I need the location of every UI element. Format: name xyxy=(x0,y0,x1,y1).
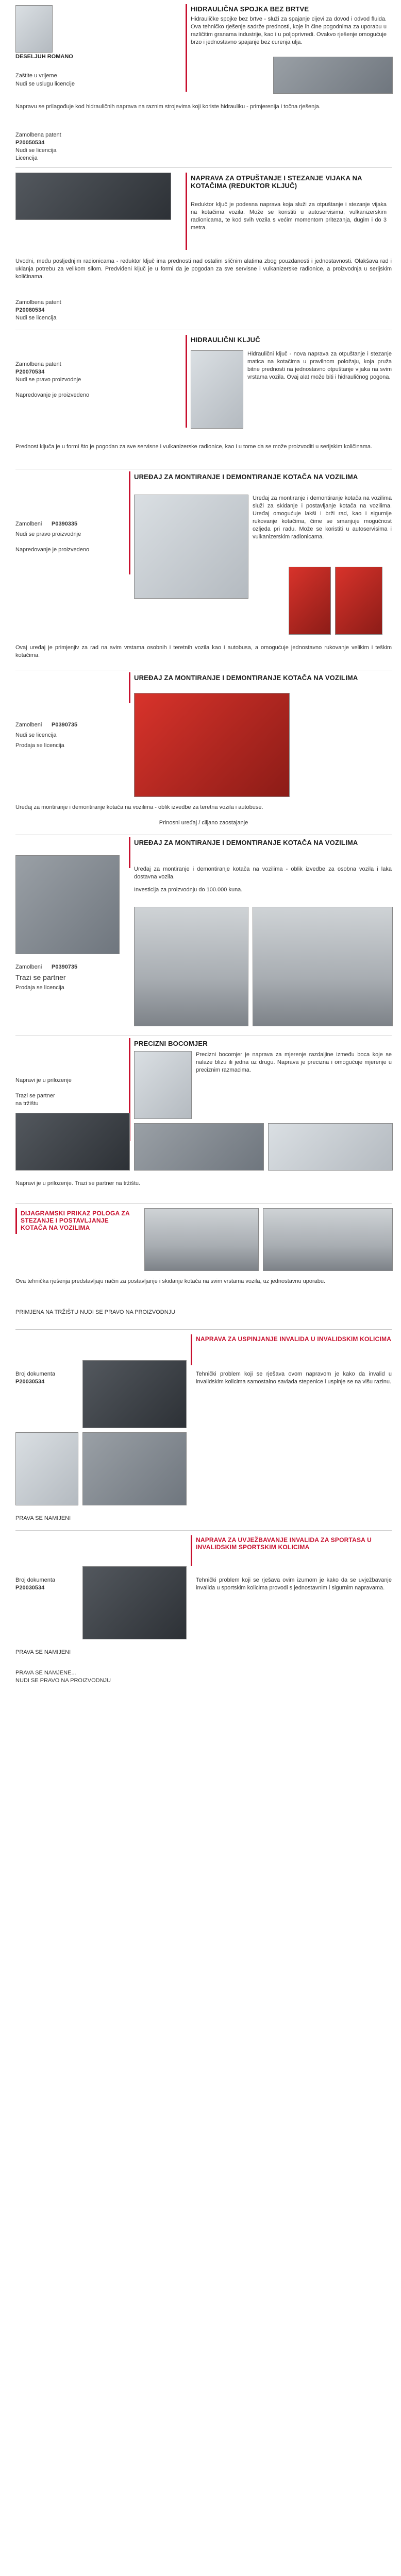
product-1-reg-label: Zamolbena patent xyxy=(15,132,61,138)
product-5-registration: P0390735 xyxy=(52,722,78,728)
product-5-text: Uređaj za montiranje i demontiranje kotača na vozilima - oblik izvedbe za teretna vozila i autobuse. xyxy=(15,804,263,810)
product-10-accent xyxy=(191,1535,192,1566)
product-10-reg-label: Broj dokumenta xyxy=(15,1577,56,1583)
product-3-note: Prednost ključa je u formi što je pogodan za sve servisne i vulkanizerske radionice, kao i u tome da se može proizvoditi u serijskim količinama. xyxy=(15,444,373,450)
product-7-offer: Trazi se partner xyxy=(15,1093,55,1099)
product-5-note: Prinosni uređaj / ciljano zaostajanje xyxy=(159,820,248,826)
product-1-offer: Nudi se licencija xyxy=(15,147,57,154)
product-3-accent xyxy=(186,335,187,428)
product-9-title: NAPRAVA ZA USPINJANJE INVALIDA U INVALIDSKIM KOLICIMA xyxy=(196,1335,392,1343)
divider xyxy=(15,1329,392,1330)
product-2-photo xyxy=(15,173,171,220)
product-4-offer: Nudi se pravo proizvodnje xyxy=(15,531,81,537)
product-1-accent xyxy=(186,4,187,92)
divider xyxy=(15,1530,392,1531)
product-1-offer-detail: Licencija xyxy=(15,155,38,161)
product-2-title: NAPRAVA ZA OTPUŠTANJE I STEZANJE VIJAKA NA KOTAČIMA (REDUKTOR KLJUČ) xyxy=(191,174,362,190)
product-9-accent xyxy=(191,1334,192,1365)
intro-line-2: Nudi se uslugu licencije xyxy=(15,81,75,87)
product-6-offer: Trazi se partner xyxy=(15,973,66,981)
product-6-photo-1 xyxy=(15,855,120,954)
product-5-reg-label: Zamolbeni xyxy=(15,722,42,728)
product-6-text: Uređaj za montiranje i demontiranje kotača na vozilima - oblik izvedbe za osobna vozila i laka dostavna vozila. xyxy=(134,866,392,880)
product-5-offer-detail: Prodaja se licencija xyxy=(15,742,64,749)
product-6-reg-label: Zamolbeni xyxy=(15,964,42,970)
product-9-reg-label: Broj dokumenta xyxy=(15,1371,56,1377)
product-3-registration: P20070534 xyxy=(15,369,45,375)
product-3-reg-label: Zamolbena patent xyxy=(15,361,61,367)
product-4-registration: P0390335 xyxy=(52,521,78,527)
product-6-registration: P0390735 xyxy=(52,964,78,970)
product-3-photo xyxy=(191,350,243,429)
product-6-photo-3 xyxy=(253,907,393,1026)
product-2-note: Uvodni, među posljednjim radionicama - reduktor ključ ima prednosti nad ostalim sličnim alatima zbog pouzdanosti i jednostavnosti. Olakšava rad i uklanja potrebu za velikom silom. Predviđeni ključ je u formi da je pogodan za sve servisne i vulkanizerske radionice, a proizvodnja u serijskim količinama. xyxy=(15,258,392,280)
divider xyxy=(15,1203,392,1204)
product-7-photo-2 xyxy=(15,1113,130,1171)
product-1-photo xyxy=(273,57,393,94)
product-7-title: PRECIZNI BOCOMJER xyxy=(134,1040,208,1047)
product-8-title: DIJAGRAMSKI PRIKAZ POLOGA ZA STEZANJE I POSTAVLJANJE KOTAČA NA VOZILIMA xyxy=(21,1210,130,1231)
product-10-photo-1 xyxy=(82,1566,187,1639)
product-10-registration: P20030534 xyxy=(15,1585,45,1591)
product-3-offer: Nudi se pravo proizvodnje xyxy=(15,377,81,383)
product-2-accent xyxy=(186,173,187,250)
product-5-title: UREĐAJ ZA MONTIRANJE I DEMONTIRANJE KOTAČA NA VOZILIMA xyxy=(134,674,358,682)
footer-label: PRAVA SE NAMJENE... xyxy=(15,1670,76,1676)
product-8-text: Ova tehnička rješenja predstavljaju način za postavljanje i skidanje kotača na svim vrstama vozila, uz jednostavnu uporabu. xyxy=(15,1278,326,1284)
intro-line-1: Zaštite u vrijeme xyxy=(15,73,57,79)
product-5-photo xyxy=(134,693,290,797)
product-4-title: UREĐAJ ZA MONTIRANJE I DEMONTIRANJE KOTAČA NA VOZILIMA xyxy=(134,473,358,481)
product-1-text: Hidrauličke spojke bez brtve - služi za spajanje cijevi za dovod i odvod fluida. Ova tehničko rješenje sadrže prednosti, koje ih čine pogodnima za uporabu u različitim granama industrije, kao i u poljoprivredi. Ovakvo rješenje omogućuje brzo i jednostavno spajanje bez curenja ulja. xyxy=(191,16,387,45)
product-4-photo-2 xyxy=(289,567,331,635)
product-2-reg-label: Zamolbena patent xyxy=(15,299,61,306)
product-4-accent xyxy=(129,471,130,574)
product-9-text: Tehnički problem koji se rješava ovom napravom je kako da invalid u invalidskim kolicima samostalno savlada stepenice i uspinje se na višu razinu. xyxy=(196,1371,392,1385)
product-7-photo-4 xyxy=(268,1123,393,1171)
product-6-accent xyxy=(129,837,130,868)
product-4-text: Uređaj za montiranje i demontiranje kotača na vozilima služi za skidanje i postavljanje kotača na vozilima. Uređaj omogućuje lakši i brži rad, kao i sigurnije rukovanje kotačima, čime se smanjuje mogućnost ozljeda pri radu. Može se koristiti u autoservisima i vulkanizerskim radionicama. xyxy=(253,495,392,540)
product-7-reg-label: Napravi je u prilozenje xyxy=(15,1077,72,1083)
product-3-title: HIDRAULIČNI KLJUČ xyxy=(191,336,260,344)
product-4-reg-label: Zamolbeni xyxy=(15,521,42,527)
product-2-registration: P20080534 xyxy=(15,307,45,313)
product-9-photo-1 xyxy=(82,1360,187,1428)
product-3-text: Hidraulični ključ - nova naprava za otpuštanje i stezanje matica na kotačima u pravilnom položaju, koja pruža bitne prednosti na jednostavno otpuštanje vijaka na svim vrstama vozila. Ovaj alat može biti i hidrauličnog pogona. xyxy=(247,351,392,380)
product-1-title: HIDRAULIČNA SPOJKA BEZ BRTVE xyxy=(191,5,309,13)
product-7-photo-3 xyxy=(134,1123,264,1171)
product-4-note: Ovaj uređaj je primjenjiv za rad na svim vrstama osobnih i teretnih vozila kao i autobusa, a omogućuje jednostavno rukovanje velikim i teškim kotačima. xyxy=(15,645,392,658)
product-7-offer-detail: na tržištu xyxy=(15,1100,39,1107)
product-6-photo-2 xyxy=(134,907,248,1026)
product-9-registration: P20030534 xyxy=(15,1379,45,1385)
product-2-offer: Nudi se licencija xyxy=(15,315,57,321)
portrait-photo xyxy=(15,5,53,53)
product-9-note: PRAVA SE NAMIJENI xyxy=(15,1515,71,1521)
product-6-title: UREĐAJ ZA MONTIRANJE I DEMONTIRANJE KOTAČA NA VOZILIMA xyxy=(134,839,358,846)
product-7-text: Precizni bocomjer je naprava za mjerenje razdaljine između boca koje se nalaze blizu ili jedna uz drugu. Naprava je precizna i omogućuje mjerenje u preciznim razmacima. xyxy=(196,1052,392,1073)
product-1-registration: P20050534 xyxy=(15,140,45,146)
product-5-offer: Nudi se licencija xyxy=(15,732,57,738)
product-6-note: Investicija za proizvodnju do 100.000 kuna. xyxy=(134,887,243,893)
product-4-photo-3 xyxy=(335,567,382,635)
product-9-photo-2 xyxy=(15,1432,78,1505)
product-7-note: Napravi je u prilozenje. Trazi se partner na tržištu. xyxy=(15,1180,141,1187)
product-4-offer-detail: Napredovanje je proizvedeno xyxy=(15,547,90,553)
product-5-accent xyxy=(129,672,130,703)
product-6-offer-detail: Prodaja se licencija xyxy=(15,985,64,991)
product-4-photo-1 xyxy=(134,495,248,599)
product-8-accent xyxy=(15,1208,17,1234)
product-3-offer-detail: Napredovanje je proizvedeno xyxy=(15,392,90,398)
product-10-note: PRAVA SE NAMIJENI xyxy=(15,1649,71,1655)
product-8-photo-2 xyxy=(263,1208,393,1271)
product-8-photo-1 xyxy=(144,1208,259,1271)
divider xyxy=(15,167,392,168)
product-10-text: Tehnički problem koji se rješava ovim izumom je kako da se uvježbavanje invalida u sportskim kolicima provodi s jednostavnim i sigurnim napravama. xyxy=(196,1577,392,1591)
product-1-note: Napravu se prilagođuje kod hidrauličnih naprava na raznim strojevima koji koriste hidrauliku - primjerenija i točna rješenja. xyxy=(15,104,321,110)
product-2-text: Reduktor ključ je podesna naprava koja služi za otpuštanje i stezanje vijaka na kotačima vozila. Može se koristiti u autoservisima, vulkanizerskim radionicama, te kod svih vozila s većim momentom pritezanja, dugim i do 3 metra. xyxy=(191,201,387,231)
footer-note: NUDI SE PRAVO NA PROIZVODNJU xyxy=(15,1677,111,1684)
portrait-caption: DESELJUH ROMANO xyxy=(15,54,73,60)
product-8-note: PRIMJENA NA TRŽIŠTU NUDI SE PRAVO NA PROIZVODNJU xyxy=(15,1309,176,1315)
product-10-title: NAPRAVA ZA UVJEŽBAVANJE INVALIDA ZA SPORTASA U INVALIDSKIM SPORTSKIM KOLICIMA xyxy=(196,1536,372,1551)
product-9-photo-3 xyxy=(82,1432,187,1505)
product-7-photo xyxy=(134,1051,192,1119)
